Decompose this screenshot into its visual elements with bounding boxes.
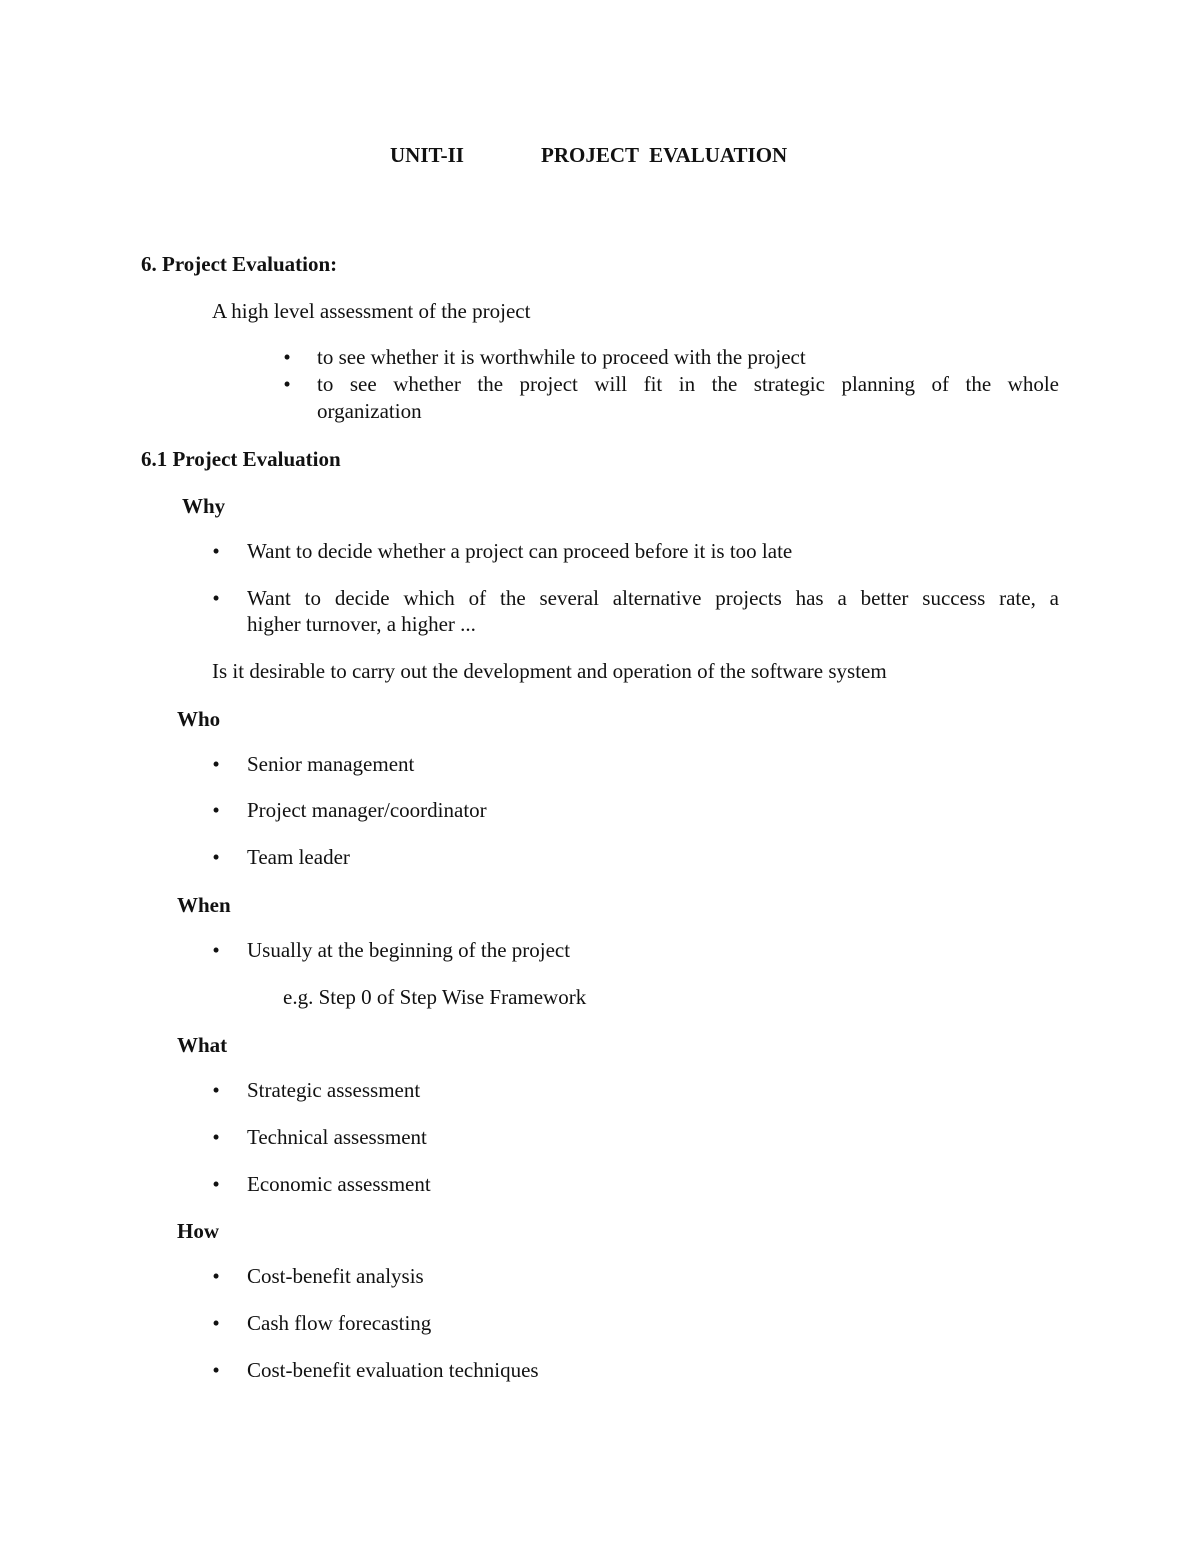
list-item: Usually at the beginning of the project [247, 938, 571, 962]
subheading-how: How [177, 1219, 219, 1243]
unit-label: UNIT-II [390, 143, 464, 167]
when-example: e.g. Step 0 of Step Wise Framework [283, 985, 587, 1009]
bullet-icon: • [283, 372, 291, 396]
bullet-icon: • [212, 798, 220, 822]
list-item-continuation: organization [317, 399, 422, 423]
list-item: Technical assessment [247, 1125, 427, 1149]
list-item: Cash flow forecasting [247, 1311, 432, 1335]
list-item: Team leader [247, 845, 350, 869]
bullet-icon: • [212, 539, 220, 563]
list-item: Cost-benefit analysis [247, 1264, 424, 1288]
bullet-icon: • [212, 1172, 220, 1196]
why-note: Is it desirable to carry out the development and operation of the software system [212, 659, 887, 683]
bullet-icon: • [212, 586, 220, 610]
subheading-why: Why [182, 494, 226, 518]
page-title: PROJECT EVALUATION [541, 143, 788, 167]
bullet-icon: • [212, 752, 220, 776]
list-item: Strategic assessment [247, 1078, 421, 1102]
subheading-when: When [177, 893, 231, 917]
section-6-1-heading: 6.1 Project Evaluation [141, 447, 341, 471]
bullet-icon: • [212, 1078, 220, 1102]
bullet-icon: • [212, 1358, 220, 1382]
bullet-icon: • [283, 345, 291, 369]
bullet-icon: • [212, 1125, 220, 1149]
list-item: to see whether the project will fit in the strategic planning of the whole [317, 372, 1059, 396]
list-item: Economic assessment [247, 1172, 431, 1196]
section-6-intro: A high level assessment of the project [212, 299, 531, 323]
list-item: Want to decide whether a project can proceed before it is too late [247, 539, 793, 563]
subheading-who: Who [177, 707, 221, 731]
subheading-what: What [177, 1033, 228, 1057]
list-item: Cost-benefit evaluation techniques [247, 1358, 539, 1382]
bullet-icon: • [212, 938, 220, 962]
bullet-icon: • [212, 845, 220, 869]
list-item: Want to decide which of the several alternative projects has a better success rate, a [247, 586, 1059, 610]
list-item: to see whether it is worthwhile to proceed with the project [317, 345, 806, 369]
list-item-continuation: higher turnover, a higher ... [247, 612, 476, 636]
bullet-icon: • [212, 1311, 220, 1335]
list-item: Senior management [247, 752, 415, 776]
bullet-icon: • [212, 1264, 220, 1288]
section-6-heading: 6. Project Evaluation: [141, 252, 338, 276]
list-item: Project manager/coordinator [247, 798, 487, 822]
